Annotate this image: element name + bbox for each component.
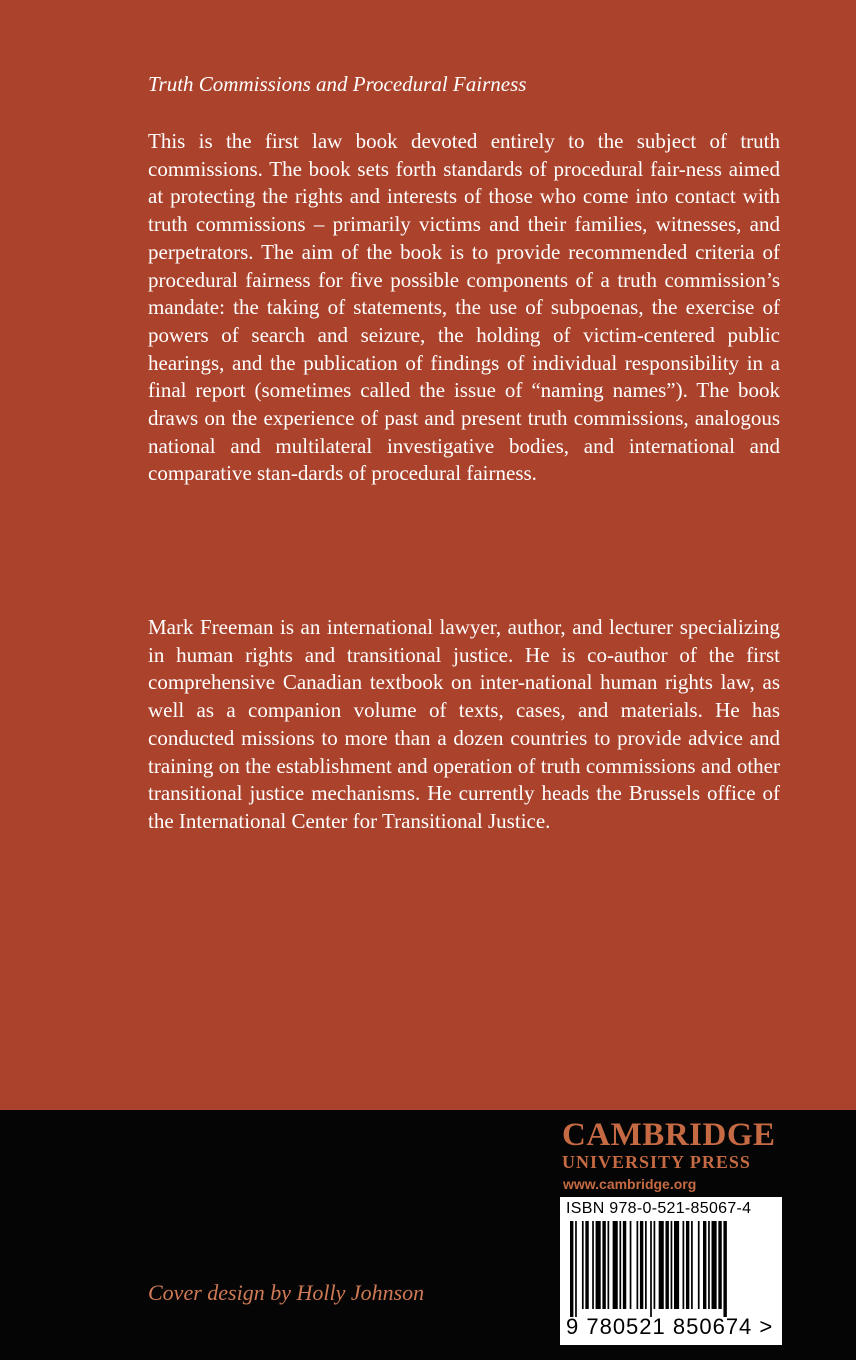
barcode-bar xyxy=(654,1221,656,1309)
barcode-bar xyxy=(596,1221,601,1309)
barcode-bar xyxy=(712,1221,717,1309)
barcode-bar xyxy=(650,1221,652,1317)
barcode-bar xyxy=(723,1221,726,1317)
barcode-bar xyxy=(671,1221,673,1309)
barcode-bar xyxy=(575,1221,577,1317)
cover-design-credit: Cover design by Holly Johnson xyxy=(148,1280,425,1305)
author-bio: Mark Freeman is an international lawyer, author, and lecturer specializing in human rights and transitional justice. He is co-author of the first comprehensive Canadian textbook on inter-national human rights law, as well as a companion volume of texts, cases, and materials. He has conducted missions to more than a dozen countries to provide advice and training on the establishment and operation of truth commissions and other transitional justice mechanisms. He currently heads the Brussels office of the International Center for Transitional Justice. xyxy=(148,615,780,833)
barcode-digits: 9 780521 850674 > xyxy=(566,1314,774,1339)
series-title: Truth Commissions and Procedural Fairness xyxy=(148,72,527,96)
barcode-bars xyxy=(566,1221,776,1317)
barcode-bar xyxy=(637,1221,639,1309)
barcode-bar xyxy=(570,1221,573,1317)
barcode-bar xyxy=(582,1221,584,1309)
barcode-bar xyxy=(686,1221,689,1309)
isbn-label: ISBN 978-0-521-85067-4 xyxy=(566,1200,752,1217)
barcode-bar xyxy=(703,1221,706,1309)
barcode-bar xyxy=(718,1221,721,1309)
publisher-url: www.cambridge.org xyxy=(563,1176,697,1192)
barcode-bar xyxy=(630,1221,632,1309)
publisher-logo-name: CAMBRIDGE xyxy=(562,1117,776,1153)
barcode-bar xyxy=(665,1221,668,1309)
barcode-bar xyxy=(623,1221,626,1309)
publisher-logo-subtitle: UNIVERSITY PRESS xyxy=(562,1152,751,1172)
book-description: This is the first law book devoted entirely to the subject of truth commissions. The book sets forth standards of procedural fair-ness aimed at protecting the rights and interests of those who come into contact with truth commissions – primarily victims and their families, witnesses, and perpetrators. The aim of the book is to provide recommended criteria of procedural fairness for five possible components of a truth commission’s mandate: the taking of statements, the use of subpoenas, the exercise of powers of search and seizure, the holding of victim-centered public hearings, and the publication of findings of individual responsibility in a final report (sometimes called the issue of “naming names”). The book draws on the experience of past and present truth commissions, analogous national and multilateral investigative bodies, and international and comparative stan-dards of procedural fairness. xyxy=(148,129,780,486)
barcode-bar xyxy=(691,1221,693,1309)
barcode-bar xyxy=(674,1221,679,1309)
isbn-barcode xyxy=(560,1197,782,1345)
barcode-bar xyxy=(698,1221,700,1309)
barcode-bar xyxy=(659,1221,664,1309)
barcode-bar xyxy=(645,1221,647,1309)
barcode-bar xyxy=(613,1221,618,1309)
barcode-bar xyxy=(708,1221,710,1309)
barcode-bar xyxy=(585,1221,588,1309)
barcode-bar xyxy=(602,1221,605,1309)
barcode-bar xyxy=(640,1221,643,1309)
barcode-bar xyxy=(619,1221,621,1309)
barcode-bar xyxy=(683,1221,685,1309)
barcode-bar xyxy=(608,1221,610,1309)
barcode-bar xyxy=(592,1221,594,1309)
